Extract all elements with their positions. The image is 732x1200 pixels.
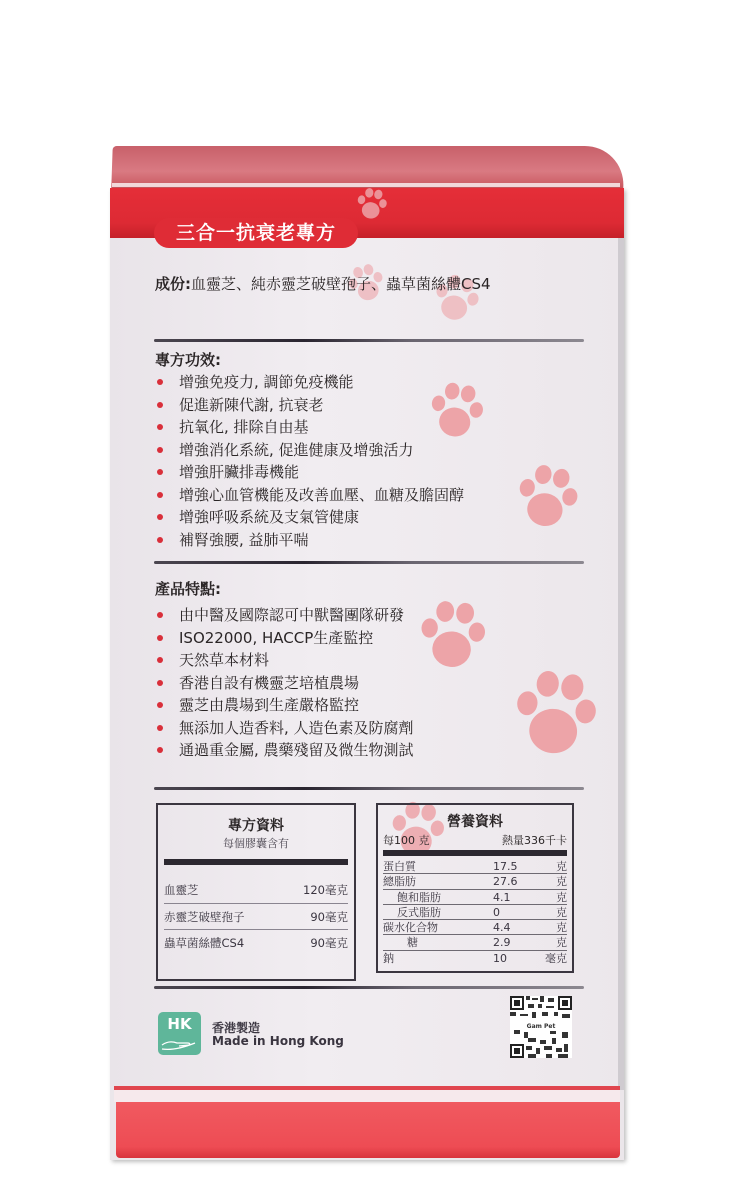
divider xyxy=(154,561,584,564)
table-row: 總脂肪 27.6 克 xyxy=(383,875,567,889)
list-item: 無添加人造香料, 人造色素及防腐劑 xyxy=(155,717,414,740)
list-item: 香港自設有機靈芝培植農場 xyxy=(155,672,414,695)
efficacy-title: 專方功效: xyxy=(155,351,221,369)
ingredients-label: 成份: xyxy=(155,275,191,293)
hk-logo-text: HK xyxy=(167,1015,192,1033)
paw-print-icon xyxy=(507,454,588,537)
bullet-icon xyxy=(157,492,163,498)
product-badge: 三合一抗衰老專方 xyxy=(154,218,358,248)
formula-table xyxy=(156,803,356,981)
ingredients-line xyxy=(155,273,491,294)
nutrition-table-title: 營養資料 xyxy=(447,814,503,830)
box-right-edge xyxy=(618,238,624,1090)
bullet-icon xyxy=(157,537,163,543)
list-item: 抗氧化, 排除自由基 xyxy=(155,416,464,439)
table-row: 糖 2.9 克 xyxy=(383,935,567,950)
bullet-icon xyxy=(157,469,163,475)
efficacy-list xyxy=(155,371,464,551)
bullet-icon xyxy=(157,657,163,663)
list-item: 增強肝臟排毒機能 xyxy=(155,461,464,484)
list-item: 補腎強腰, 益肺平喘 xyxy=(155,529,464,552)
bullet-icon xyxy=(157,725,163,731)
bullet-icon xyxy=(157,447,163,453)
divider xyxy=(154,339,584,342)
list-item: 靈芝由農場到生產嚴格監控 xyxy=(155,694,414,717)
bullet-icon xyxy=(157,635,163,641)
bullet-icon xyxy=(157,680,163,686)
table-row: 血靈芝 120毫克 xyxy=(164,883,348,897)
made-in-hk-en: Made in Hong Kong xyxy=(212,1034,344,1048)
bullet-icon xyxy=(157,612,163,618)
table-row: 蟲草菌絲體CS4 90毫克 xyxy=(164,929,348,955)
hk-made-logo xyxy=(158,1012,201,1055)
list-item: 天然草本材料 xyxy=(155,649,414,672)
hand-icon xyxy=(161,1037,198,1051)
table-row: 反式脂肪 0 克 xyxy=(383,905,567,920)
list-item: 促進新陳代謝, 抗衰老 xyxy=(155,394,464,417)
bullet-icon xyxy=(157,702,163,708)
list-item: 由中醫及國際認可中獸醫團隊研發 xyxy=(155,604,414,627)
ingredients-value: 血靈芝、純赤靈芝破壁孢子、蟲草菌絲體CS4 xyxy=(191,275,491,293)
list-item: 增強呼吸系統及支氣管健康 xyxy=(155,506,464,529)
nutrition-table xyxy=(376,803,574,973)
energy-value: 熱量336千卡 xyxy=(502,834,567,847)
paw-print-icon xyxy=(413,592,493,674)
paw-print-icon xyxy=(504,658,608,764)
table-row: 飽和脂肪 4.1 克 xyxy=(383,890,567,905)
paw-print-icon xyxy=(352,182,392,223)
table-rule xyxy=(164,859,348,865)
bullet-icon xyxy=(157,379,163,385)
bullet-icon xyxy=(157,402,163,408)
made-in-hk-zh: 香港製造 xyxy=(212,1021,261,1035)
formula-table-title: 專方資料 xyxy=(228,818,284,834)
divider xyxy=(154,787,584,790)
divider xyxy=(154,986,584,989)
formula-table-subtitle: 每個膠囊含有 xyxy=(223,837,289,850)
table-row: 碳水化合物 4.4 克 xyxy=(383,921,567,935)
bottom-white-strip xyxy=(114,1090,620,1102)
table-rule xyxy=(383,850,567,856)
bullet-icon xyxy=(157,514,163,520)
features-list xyxy=(155,604,414,762)
box-top-flap xyxy=(111,146,624,188)
table-row: 蛋白質 17.5 克 xyxy=(383,860,567,873)
features-title: 產品特點: xyxy=(155,580,221,598)
qr-brand-label: Gam Pet xyxy=(522,1022,560,1031)
table-row: 赤靈芝破壁孢子 90毫克 xyxy=(164,903,348,929)
list-item: ISO22000, HACCP生產監控 xyxy=(155,627,414,650)
list-item: 增強心血管機能及改善血壓、血糖及膽固醇 xyxy=(155,484,464,507)
bullet-icon xyxy=(157,747,163,753)
serving-size: 每100 克 xyxy=(383,834,430,847)
bullet-icon xyxy=(157,424,163,430)
list-item: 通過重金屬, 農藥殘留及微生物測試 xyxy=(155,739,414,762)
table-row: 鈉 10 毫克 xyxy=(383,951,567,965)
list-item: 增強消化系統, 促進健康及增強活力 xyxy=(155,439,464,462)
list-item: 增強免疫力, 調節免疫機能 xyxy=(155,371,464,394)
nutrition-header-row xyxy=(383,832,567,848)
bottom-red-band xyxy=(116,1102,620,1158)
